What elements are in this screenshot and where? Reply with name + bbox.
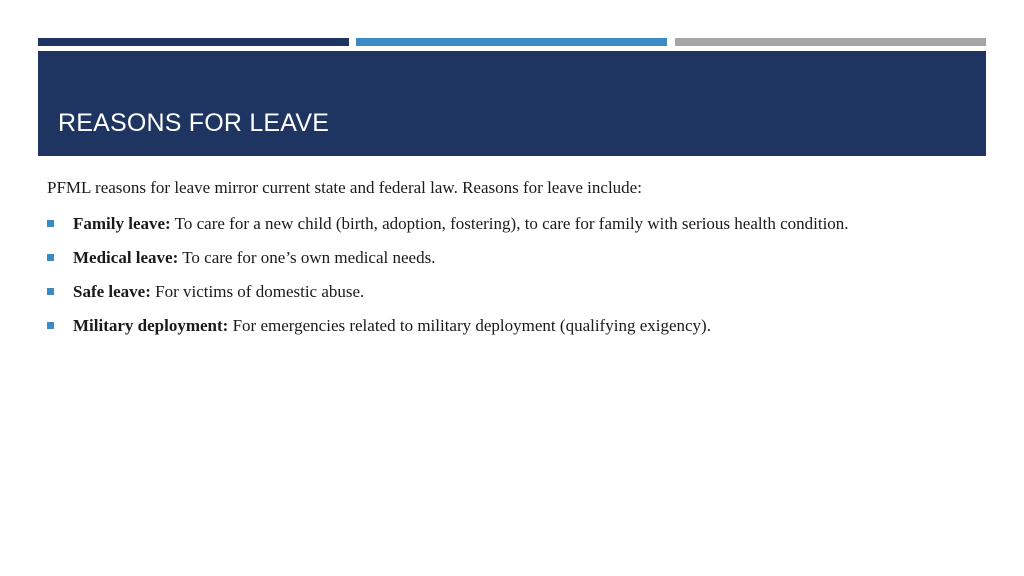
bullet-term: Family leave: bbox=[73, 214, 171, 233]
bullet-text: To care for a new child (birth, adoption, fostering), to care for family with serious health condition. bbox=[170, 214, 849, 233]
bullet-text: For emergencies related to military deployment (qualifying exigency). bbox=[228, 316, 711, 335]
intro-text: PFML reasons for leave mirror current state and federal law. Reasons for leave include: bbox=[47, 178, 642, 197]
list-item-safe-leave bbox=[47, 280, 987, 304]
title-band bbox=[38, 51, 986, 156]
slide-content bbox=[47, 176, 987, 348]
bullet-text: For victims of domestic abuse. bbox=[150, 282, 365, 301]
list-item-medical-leave bbox=[47, 246, 987, 270]
bullet-term: Medical leave: bbox=[73, 248, 179, 267]
square-bullet-icon bbox=[47, 322, 54, 329]
reasons-list bbox=[47, 212, 987, 338]
accent-bar-dark-blue bbox=[38, 38, 349, 46]
bullet-term: Safe leave: bbox=[73, 282, 151, 301]
accent-bar-light-blue bbox=[356, 38, 667, 46]
bullet-text: To care for one’s own medical needs. bbox=[178, 248, 436, 267]
square-bullet-icon bbox=[47, 288, 54, 295]
square-bullet-icon bbox=[47, 254, 54, 261]
square-bullet-icon bbox=[47, 220, 54, 227]
accent-bar-gray bbox=[675, 38, 986, 46]
list-item-military-deployment bbox=[47, 314, 987, 338]
slide-title: REASONS FOR LEAVE bbox=[58, 109, 330, 137]
list-item-family-leave bbox=[47, 212, 987, 236]
bullet-term: Military deployment: bbox=[73, 316, 229, 335]
